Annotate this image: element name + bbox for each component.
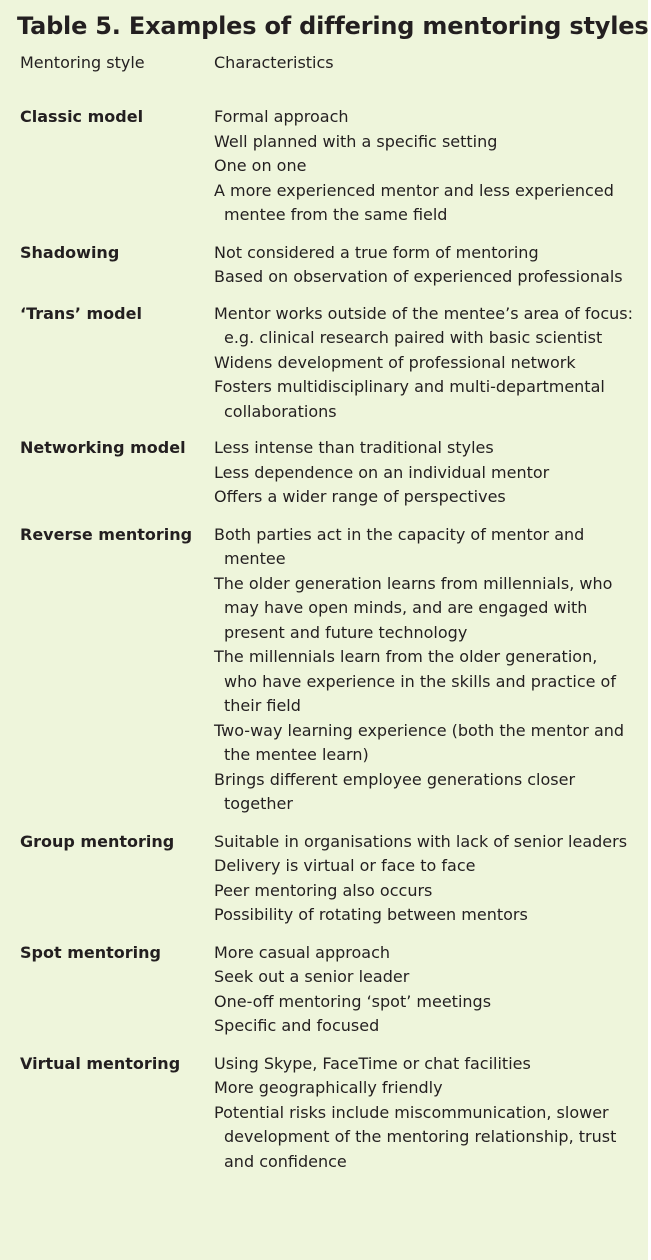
characteristic-item: Formal approach: [214, 107, 349, 126]
row-style-label: Spot mentoring: [20, 942, 161, 962]
table-header-row: [0, 51, 648, 77]
table-row-spot-mentoring: [0, 941, 648, 1039]
column-header-characteristics: Characteristics: [214, 53, 334, 72]
row-style-label: Classic model: [20, 107, 144, 126]
table-row-networking-model: [0, 436, 648, 510]
characteristic-item: Potential risks include miscommunication, slower development of the mentoring relationship, trust and confidence: [214, 1102, 617, 1171]
characteristic-item: Peer mentoring also occurs: [214, 880, 433, 900]
characteristic-item: Mentor works outside of the mentee’s area of focus: e.g. clinical research paired with basic scientist: [214, 303, 633, 347]
characteristic-item: Specific and focused: [214, 1016, 380, 1035]
characteristic-item: One-off mentoring ‘spot’ meetings: [214, 991, 492, 1011]
row-style-label: Group mentoring: [20, 831, 175, 851]
table-row-trans-model: [0, 302, 648, 425]
table-row-classic-model: [0, 105, 648, 228]
characteristic-item: Based on observation of experienced professionals: [214, 267, 623, 286]
characteristic-item: The millennials learn from the older generation, who have experience in the skills and practice of their field: [214, 647, 616, 715]
characteristic-item: Less dependence on an individual mentor: [214, 462, 550, 482]
row-characteristics-list: [214, 241, 634, 290]
characteristic-item: Fosters multidisciplinary and multi-departmental collaborations: [214, 377, 605, 421]
table-title: Table 5. Examples of differing mentoring styles: [17, 12, 649, 40]
characteristic-item: More geographically friendly: [214, 1078, 443, 1097]
table-row-group-mentoring: [0, 830, 648, 928]
characteristic-item: Brings different employee generations closer together: [214, 769, 576, 813]
characteristic-item: Not considered a true form of mentoring: [214, 242, 539, 262]
row-characteristics-list: [214, 436, 634, 510]
row-style-label: ‘Trans’ model: [20, 303, 142, 323]
characteristic-item: Both parties act in the capacity of mentor and mentee: [214, 524, 585, 568]
characteristic-item: More casual approach: [214, 942, 391, 962]
characteristic-item: Offers a wider range of perspectives: [214, 487, 506, 506]
row-style-label: Networking model: [20, 438, 186, 457]
table-row-virtual-mentoring: [0, 1052, 648, 1175]
row-style-label: Reverse mentoring: [20, 524, 193, 544]
characteristic-item: Well planned with a specific setting: [214, 131, 498, 151]
characteristic-item: Possibility of rotating between mentors: [214, 905, 528, 924]
characteristic-item: Two-way learning experience (both the mentor and the mentee learn): [214, 720, 625, 764]
row-characteristics-list: [214, 105, 634, 228]
row-characteristics-list: [214, 523, 634, 817]
row-characteristics-list: [214, 941, 634, 1039]
characteristic-item: A more experienced mentor and less experienced mentee from the same field: [214, 180, 614, 224]
row-characteristics-list: [214, 830, 634, 928]
characteristic-item: Widens development of professional network: [214, 352, 576, 372]
table-body: [0, 105, 648, 1174]
column-header-style: Mentoring style: [20, 53, 145, 72]
row-characteristics-list: [214, 302, 634, 425]
table-row-reverse-mentoring: [0, 523, 648, 817]
row-style-label: Shadowing: [20, 242, 120, 262]
characteristic-item: One on one: [214, 156, 307, 175]
characteristic-item: Using Skype, FaceTime or chat facilities: [214, 1053, 531, 1073]
characteristic-item: Seek out a senior leader: [214, 967, 410, 986]
characteristic-item: Less intense than traditional styles: [214, 438, 494, 457]
characteristic-item: Suitable in organisations with lack of senior leaders: [214, 831, 628, 851]
row-style-label: Virtual mentoring: [20, 1053, 181, 1073]
table-row-shadowing: [0, 241, 648, 290]
characteristic-item: Delivery is virtual or face to face: [214, 856, 476, 875]
characteristic-item: The older generation learns from millennials, who may have open minds, and are engaged with present and future technology: [214, 573, 613, 642]
row-characteristics-list: [214, 1052, 634, 1175]
